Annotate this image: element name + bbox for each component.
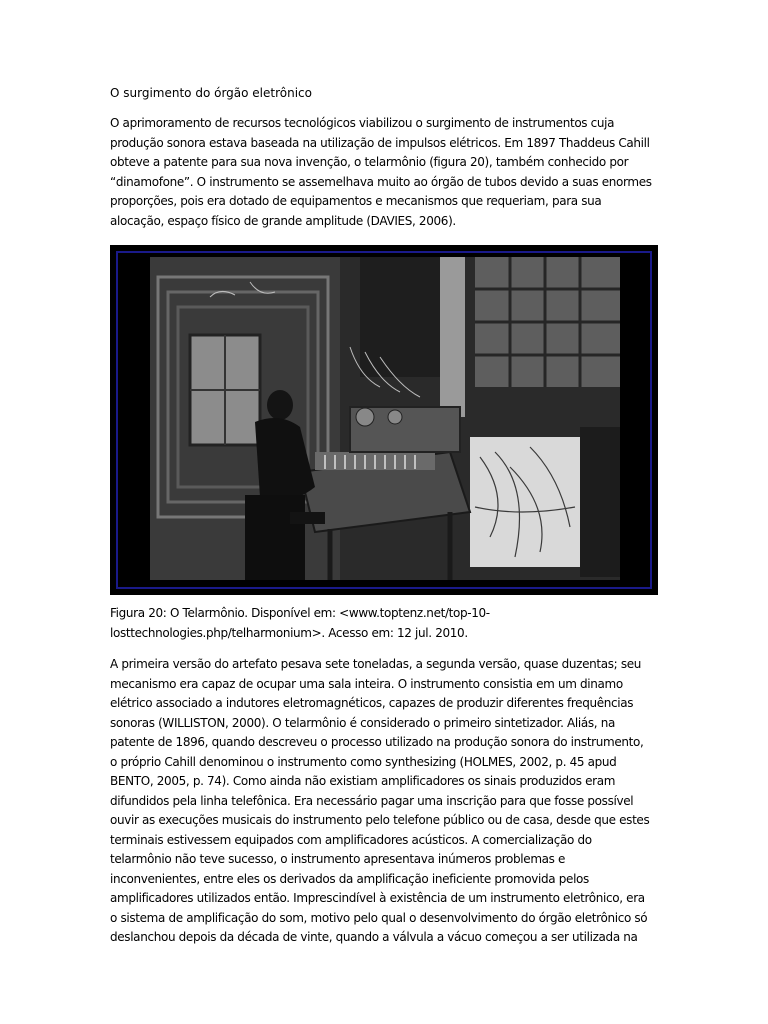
- paragraph-line: o sistema de amplificação do som, motivo pelo qual o desenvolvimento do órgão eletrônico só: [110, 910, 648, 925]
- paragraph-line: ouvir as execuções musicais do instrumento pelo telefone público ou de casa, desde que estes: [110, 813, 650, 827]
- paragraph-line: patente de 1896, quando descreveu o processo utilizado na produção sonora do instrumento,: [110, 735, 644, 749]
- figure-caption: [110, 604, 662, 643]
- paragraph-line: o próprio Cahill denominou o instrumento como synthesizing (HOLMES, 2002, p. 45 apud: [110, 754, 617, 769]
- document-page: [110, 84, 662, 948]
- paragraph-line: sonoras (WILLISTON, 2000). O telarmônio é considerado o primeiro sintetizador. Aliás, na: [110, 715, 615, 730]
- paragraph-line: amplificadores utilizados então. Imprescindível à existência de um instrumento eletrônico, era: [110, 891, 645, 905]
- paragraph-line: terminais estivessem equipados com amplificadores acústicos. A comercialização do: [110, 832, 592, 847]
- paragraph-line: deslanchou depois da década de vinte, quando a válvula a vácuo começou a ser utilizada na: [110, 930, 638, 944]
- caption-line: Figura 20: O Telarmônio. Disponível em: <www.toptenz.net/top-10-: [110, 606, 490, 620]
- paragraph-line: BENTO, 2005, p. 74). Como ainda não existiam amplificadores os sinais produzidos eram: [110, 774, 616, 788]
- paragraph-line: produção sonora estava baseada na utilização de impulsos elétricos. Em 1897 Thaddeus Cahill: [110, 135, 650, 150]
- paragraph-line: “dinamofone”. O instrumento se assemelhava muito ao órgão de tubos devido a suas enormes: [110, 174, 652, 189]
- paragraph-line: A primeira versão do artefato pesava sete toneladas, a segunda versão, quase duzentas; seu: [110, 657, 642, 671]
- paragraph-line: mecanismo era capaz de ocupar uma sala inteira. O instrumento consistia em um dinamo: [110, 676, 623, 691]
- paragraph-line: elétrico associado a indutores eletromagnéticos, capazes de produzir diferentes frequências: [110, 696, 634, 710]
- paragraph-intro: [110, 114, 662, 231]
- figure-telharmonium: [110, 245, 658, 595]
- paragraph-line: alocação, espaço físico de grande amplitude (DAVIES, 2006).: [110, 213, 456, 228]
- caption-line: losttechnologies.php/telharmonium>. Acesso em: 12 jul. 2010.: [110, 625, 468, 640]
- paragraph-line: obteve a patente para sua nova invenção, o telarmônio (figura 20), também conhecido por: [110, 155, 629, 169]
- paragraph-line: telarmônio não teve sucesso, o instrumento apresentava inúmeros problemas e: [110, 852, 566, 866]
- paragraph-line: difundidos pela linha telefônica. Era necessário pagar uma inscrição para que fosse possível: [110, 793, 634, 808]
- paragraph-body: [110, 655, 662, 948]
- paragraph-line: proporções, pois era dotado de equipamentos e mecanismos que requeriam, para sua: [110, 194, 602, 208]
- section-heading: O surgimento do órgão eletrônico: [110, 86, 312, 100]
- telharmonium-photo: [150, 257, 620, 580]
- paragraph-line: inconvenientes, entre eles os derivados da amplificação ineficiente promovida pelos: [110, 871, 589, 886]
- paragraph-line: O aprimoramento de recursos tecnológicos viabilizou o surgimento de instrumentos cuja: [110, 116, 615, 130]
